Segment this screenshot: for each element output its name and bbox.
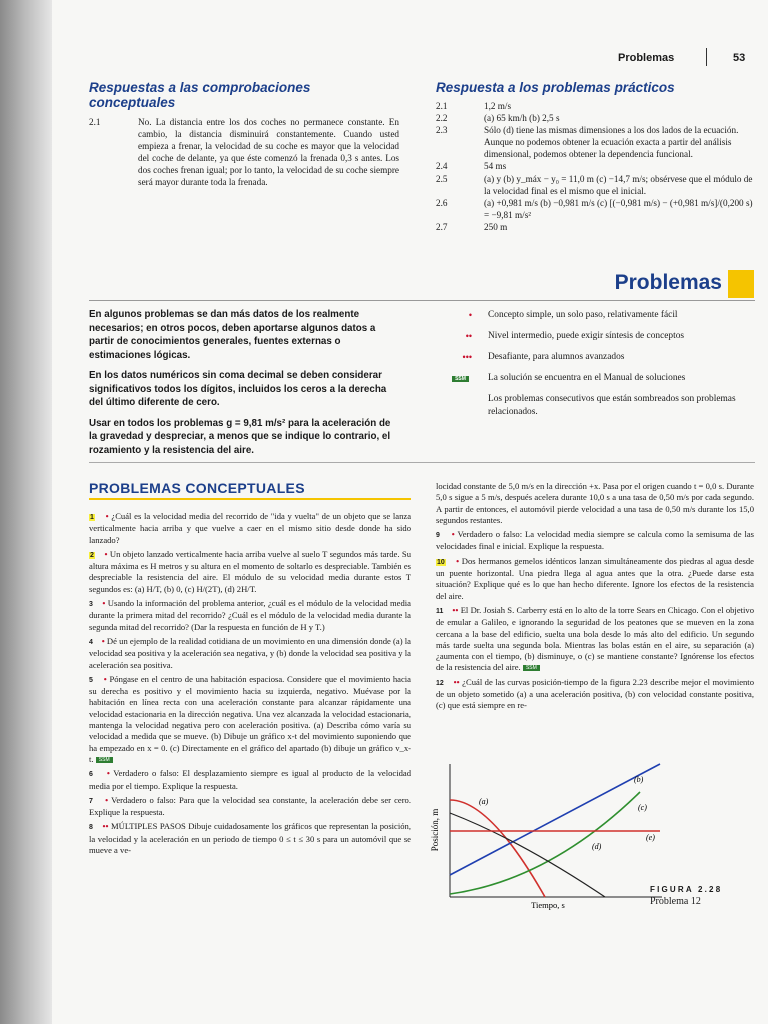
conceptual-title: PROBLEMAS CONCEPTUALES [89,480,305,496]
problem-item [89,549,411,595]
section-rule-2 [89,462,755,463]
intro-paragraph-2: En los datos numéricos sin coma decimal se deben considerar significativos todos los dígitos, incluidos los ceros a la derecha del último diferente de cero. [89,370,387,408]
legend-text: Nivel intermedio, puede exigir síntesis de conceptos [488,331,685,341]
problem-text: Dos hermanos gemelos idénticos lanzan simultáneamente dos piedras al agua desde un puente horizontal. Una piedra llega al agua antes que la otra. ¿Puede darse esta situación? Explique qué es lo que han hecho diferente. Ignore los efectos de la resistencia del aire. [436,555,755,601]
problem-number: 8 [89,824,93,832]
difficulty-marker: •• [453,676,460,687]
problem-number: 12 [436,679,444,687]
difficulty-marker: • [106,768,110,779]
practice-answer-item [436,197,756,221]
page-number: 53 [733,52,746,64]
answer-text: 54 ms [484,161,507,172]
legend-row [450,351,760,364]
curve-b [450,764,660,875]
legend-row [450,393,760,419]
answer-text: (a) +0,981 m/s (b) −0,981 m/s (c) [(−0,981 m/s) − (+0,981 m/s]/(0,200 s) = −9,81 m/s² [484,197,753,220]
problem-number: 5 [89,676,93,684]
answer-text: 1,2 m/s [484,101,512,111]
difficulty-marker: •• [465,331,472,341]
ssm-icon: SSM [523,665,540,671]
problem-text: El Dr. Josiah S. Carberry está en lo alto de la torre Sears en Chicago. Con el objetivo de emular a Galileo, e ignorando la seguridad de los peatones que se mueven en la zona cercana a la base del edificio, suelta una bola desde lo más alto del edificio. Un segundo más tarde suelta una segunda bola. Mientras las bolas están en el aire, su separación (a) ¿aumenta con el tiempo, (b) disminuye, o (c) se mantiene constante? Ignórense los efectos de la resistencia del aire. [436,604,755,673]
intro-paragraph-3: Usar en todos los problemas g = 9,81 m/s² para la aceleración de la gravedad y despreciar, a menos que se indique lo contrario, el rozamiento y la resistencia del aire. [89,417,391,456]
concept-answers-title: Respuestas a las comprobaciones conceptuales [89,80,311,110]
intro-paragraph-1: En algunos problemas se dan más datos de los realmente necesarios; en otros pocos, deben aportarse algunos datos a partir de conocimientos generales, fuentes externas o estimaciones lógicas. [89,309,376,361]
answer-number: 2.7 [436,221,448,232]
difficulty-marker: • [456,555,460,566]
ssm-icon: SSM [96,757,113,763]
answer-text: Sólo (d) tiene las mismas dimensiones a los dos lados de la ecuación. Aunque no podemos obtener la ecuación exacta a partir del análisis dimensional, podemos obtener la dependencia funcional. [484,125,739,160]
ssm-icon: SSM [452,376,469,382]
practice-answer-item [436,160,756,172]
difficulty-marker: ••• [462,352,472,362]
section-rule [89,300,755,301]
difficulty-marker: • [451,529,455,540]
answer-text: No. La distancia entre los dos coches no permanece constante. En cambio, la distancia disminuirá constantemente. Cuando usted empieza a frenar, la velocidad de su coche es mayor que la velocidad del coche de delante, ya que éste comenzó la frenada 0,3 s antes. Los dos coches frenan igual; por lo tanto, la velocidad de su coche siempre será mayor durante toda la frenada. [138,117,399,188]
practice-answer-item [436,100,756,112]
problem-number: 6 [89,771,93,779]
concept-answer-item [89,116,399,189]
concept-answers-list [89,116,399,189]
problems-right-column [436,481,754,712]
curve-c [450,792,640,894]
section-title: Problemas [614,271,722,294]
curve-label-c: (c) [638,803,647,812]
practice-answer-item [436,112,756,124]
problem-item [436,481,754,526]
running-head-section: Problemas [618,52,675,64]
problem-number: 4 [89,638,93,646]
problem-text: Dé un ejemplo de la realidad cotidiana de un movimiento en una dimensión donde (a) la velocidad sea positiva y la aceleración sea negativa, y (b) donde la velocidad sea positiva y la aceleración sea positiva. [89,635,411,670]
problem-item [89,795,411,819]
problem-item [89,821,411,856]
problem-number: 7 [89,797,93,805]
problem-number: 11 [436,607,444,615]
legend-text: Desafiante, para alumnos avanzados [488,352,625,362]
difficulty-marker: • [102,598,106,609]
curve-label-d: (d) [592,842,602,851]
problem-item [89,674,411,765]
answer-number: 2.2 [436,113,448,124]
legend-row [450,372,760,385]
problem-item [436,529,754,553]
problem-number: 2 [90,551,94,559]
legend-row [450,309,760,322]
difficulty-marker: • [105,794,109,805]
curve-d [450,813,605,897]
practice-answer-item [436,221,756,233]
problem-text: Verdadero o falso: El desplazamiento siempre es igual al producto de la velocidad media por el tiempo. Explique la respuesta. [89,768,411,791]
figure-caption-label: FIGURA 2.28 [650,885,723,894]
curve-label-b: (b) [634,775,644,784]
figure-x-axis-label: Tiempo, s [531,900,565,910]
problem-item [436,677,754,712]
practice-answer-item [436,124,756,160]
problem-text: Verdadero o falso: Para que la velocidad sea constante, la aceleración debe ser cero. Explique la respuesta. [89,794,412,818]
answer-text: (a) 65 km/h (b) 2,5 s [484,113,560,124]
legend-row [450,330,760,343]
difficulty-marker: • [103,673,107,684]
problems-left-column [89,511,411,856]
problem-text: locidad constante de 5,0 m/s en la dirección +x. Pasa por el origen cuando t = 0,0 s. Durante 5,0 s sigue a 5 m/s, después acelera durante 10,0 s a una tasa de 0,50 m/s por cada segundo. A partir de entonces, el automóvil pierde velocidad a una tasa de 0,50 m/s durante los 15,0 segundos restantes. [436,481,754,525]
legend-text: Concepto simple, un solo paso, relativamente fácil [488,310,678,320]
position-time-figure [430,760,662,910]
problem-number: 10 [437,558,445,566]
answer-text: (a) y (b) y_máx − y₀ = 11,0 m (c) −14,7 m/s; obsérvese que el módulo de la velocidad final es el mismo que el inicial. [484,173,753,196]
difficulty-marker: • [101,635,105,646]
problem-number: 3 [89,601,93,609]
answer-number: 2.4 [436,161,448,172]
problem-item [89,598,411,633]
problem-number: 1 [90,514,94,521]
practice-answers-title: Respuesta a los problemas prácticos [436,80,675,95]
answer-text: 250 m [484,221,508,232]
intro-block [89,308,397,457]
difficulty-marker: • [105,511,109,521]
problem-item [436,556,754,602]
difficulty-legend [450,309,760,427]
answer-number: 2.3 [436,125,448,136]
problem-item [89,768,411,792]
section-title-accent [728,270,754,298]
curve-label-e: (e) [646,833,655,842]
legend-text: Los problemas consecutivos que están sombreados son problemas relacionados. [488,394,736,417]
problem-text: Verdadero o falso: La velocidad media siempre se calcula como la semisuma de las velocidades final e inicial. Explique la respuesta. [436,529,754,552]
conceptual-title-underline [89,498,411,500]
problem-text: Usando la información del problema anterior, ¿cuál es el módulo de la velocidad media durante la primera mitad del recorrido? ¿Cuál es el módulo de la velocidad media durante la segunda mitad del recorrido? (Dar la respuesta en función de H y T.) [89,598,411,632]
problem-number: 9 [436,532,440,540]
section-title-bar [436,270,754,298]
problem-text: ¿Cuál es la velocidad media del recorrido de "ida y vuelta" de un objeto que se lanza verticalmente hacia arriba y que vuelve a caer en el mismo sitio desde donde ha sido lanzado? [89,511,412,545]
answer-number: 2.1 [436,101,448,111]
figure-y-axis-label: Posición, m [430,808,440,852]
answer-number: 2.5 [436,173,448,184]
legend-text: La solución se encuentra en el Manual de soluciones [488,373,686,383]
figure-caption-text: Problema 12 [650,896,701,907]
difficulty-marker: • [468,310,472,320]
practice-answer-item [436,173,756,197]
header-divider [706,48,707,66]
problem-text: ¿Cuál de las curvas posición-tiempo de la figura 2.23 describe mejor el movimiento de un objeto sometido (a) a una aceleración positiva, (b) con velocidad constante positiva, (c) que está siempre en re- [436,676,754,711]
book-spine-shadow [0,0,52,1024]
answer-number: 2.6 [436,197,448,208]
problem-item [89,636,411,671]
difficulty-marker: • [104,548,108,559]
difficulty-marker: •• [452,604,459,615]
problem-text: Un objeto lanzado verticalmente hacia arriba vuelve al suelo T segundos más tarde. Su altura máxima es H metros y su altura en el momento de soltarlo es despreciable. También es despreciable la resistencia del aire. El módulo de su velocidad media durante estos T segundos es: (a) H/T, (b) 0, (c) H/(2T), (d) 2H/T. [89,548,411,594]
problem-item [436,605,754,674]
curve-label-a: (a) [479,797,489,806]
problem-text: Póngase en el centro de una habitación espaciosa. Considere que el movimiento hacia su derecha es positivo y el movimiento hacia su izquierda, negativo. Muévase por la habitación en línea recta con una aceleración constante para alcanzar rápidamente una velocidad estacionaria en la dirección negativa. Una vez alcanzada la velocidad estacionaria, mantenga la velocidad negativa pero con aceleración positiva. (a) Describa cómo varía su velocidad a medida que se mueve. (b) Dibuje un gráfico x-t del movimiento suponiendo que ha empezado en x = 0. (c) Directamente en el gráfico del apartado (b) dibuje un gráfico v_x-t. [89,673,411,764]
problem-text: MÚLTIPLES PASOS Dibuje cuidadosamente los gráficos que representan la posición, la velocidad y la aceleración en un periodo de tiempo 0 ≤ t ≤ 30 s para un automóvil que se mueve a ve- [89,821,411,856]
answer-number: 2.1 [89,117,101,127]
difficulty-marker: •• [102,821,109,832]
problem-item [89,511,411,546]
practice-answers-list [436,100,756,233]
textbook-page [52,0,768,1024]
